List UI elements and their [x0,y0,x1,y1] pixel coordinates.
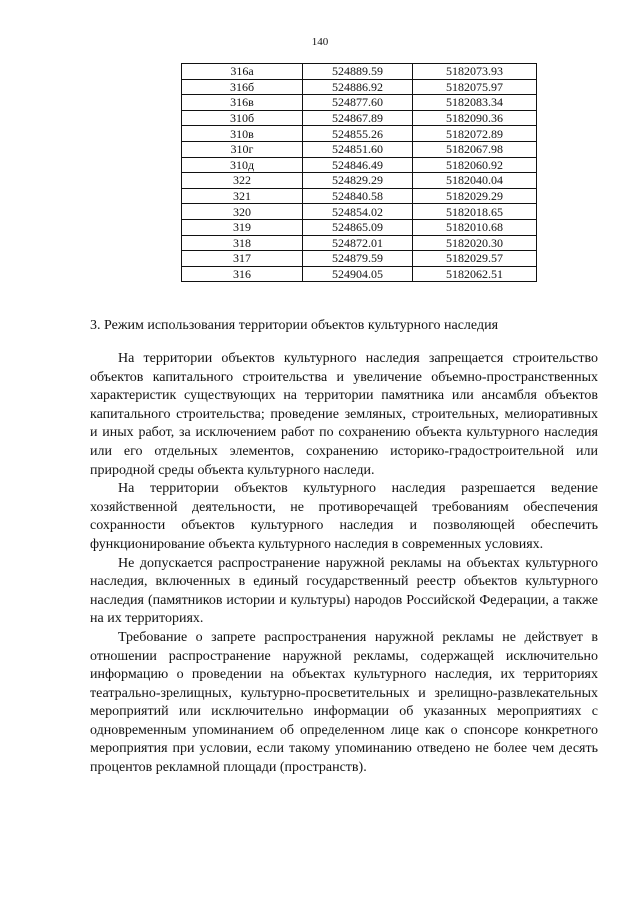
y-coordinate-cell: 5182072.89 [413,126,537,142]
paragraph-advertising-ban: Не допускается распространение наружной рекламы на объектах культурного наследия, включенных в единый государственный реестр объектов культурного наследия (памятников истории и культуры) народов Российской Федерации, а также на их территориях. [90,555,598,627]
x-coordinate-cell: 524879.59 [303,251,413,267]
paragraph-advertising-exception: Требование о запрете распространения наружной рекламы не действует в отношении распространение наружной рекламы, содержащей исключительно информацию о проведении на объектах культурного наследия, их территориях театрально-зрелищных, культурно-просветительных и зрелищно-развлекательных мероприятий или исключительно информации об указанных мероприятиях с одновременным упоминанием об определенном лице как о спонсоре конкретного мероприятия при условии, если такому упоминанию отведено не более чем десять процентов рекламной площади (пространств). [90,629,598,776]
point-number-cell: 321 [182,188,303,204]
point-number-cell: 319 [182,219,303,235]
x-coordinate-cell: 524886.92 [303,79,413,95]
x-coordinate-cell: 524854.02 [303,204,413,220]
point-number-cell: 316в [182,95,303,111]
table-row [182,173,537,189]
paragraph-prohibitions: На территории объектов культурного наследия запрещается строительство объектов капитального строительства и увеличение объемно-пространственных характеристик существующих на территории памятника или ансамбля объектов капитального строительства; проведение земляных, строительных, мелиоративных и иных работ, за исключением работ по сохранению объекта культурного наследия или его отдельных элементов, сохранению историко-градостроительной или природной среды объекта культурного наследи. [90,351,598,478]
table-row [182,95,537,111]
point-number-cell: 310г [182,141,303,157]
table-row [182,110,537,126]
point-number-cell: 322 [182,173,303,189]
y-coordinate-cell: 5182029.29 [413,188,537,204]
point-number-cell: 310д [182,157,303,173]
point-number-cell: 310в [182,126,303,142]
page-number: 140 [311,36,329,48]
x-coordinate-cell: 524865.09 [303,219,413,235]
table-row [182,251,537,267]
y-coordinate-cell: 5182062.51 [413,266,537,282]
table-row [182,204,537,220]
table-row [182,64,537,80]
table-row [182,235,537,251]
x-coordinate-cell: 524872.01 [303,235,413,251]
y-coordinate-cell: 5182010.68 [413,219,537,235]
y-coordinate-cell: 5182020.30 [413,235,537,251]
y-coordinate-cell: 5182060.92 [413,157,537,173]
section-body [90,350,598,778]
y-coordinate-cell: 5182073.93 [413,64,537,80]
table-row [182,126,537,142]
table-row [182,219,537,235]
paragraph-permitted-activity: На территории объектов культурного наследия разрешается ведение хозяйственной деятельности, не противоречащей требованиям обеспечения сохранности объектов культурного наследия и позволяющей обеспечить функционирование объекта культурного наследия в современных условиях. [90,481,598,552]
y-coordinate-cell: 5182029.57 [413,251,537,267]
point-number-cell: 318 [182,235,303,251]
y-coordinate-cell: 5182040.04 [413,173,537,189]
y-coordinate-cell: 5182090.36 [413,110,537,126]
point-number-cell: 316б [182,79,303,95]
y-coordinate-cell: 5182018.65 [413,204,537,220]
table-row [182,266,537,282]
x-coordinate-cell: 524840.58 [303,188,413,204]
section-heading: 3. Режим использования территории объектов культурного наследия [90,318,499,333]
x-coordinate-cell: 524829.29 [303,173,413,189]
point-number-cell: 316а [182,64,303,80]
x-coordinate-cell: 524846.49 [303,157,413,173]
x-coordinate-cell: 524904.05 [303,266,413,282]
point-number-cell: 316 [182,266,303,282]
x-coordinate-cell: 524867.89 [303,110,413,126]
y-coordinate-cell: 5182083.34 [413,95,537,111]
x-coordinate-cell: 524877.60 [303,95,413,111]
point-number-cell: 320 [182,204,303,220]
coordinates-table-body [182,64,537,282]
y-coordinate-cell: 5182075.97 [413,79,537,95]
point-number-cell: 310б [182,110,303,126]
y-coordinate-cell: 5182067.98 [413,141,537,157]
x-coordinate-cell: 524855.26 [303,126,413,142]
coordinates-table [181,63,537,282]
table-row [182,141,537,157]
table-row [182,79,537,95]
x-coordinate-cell: 524851.60 [303,141,413,157]
point-number-cell: 317 [182,251,303,267]
table-row [182,188,537,204]
x-coordinate-cell: 524889.59 [303,64,413,80]
table-row [182,157,537,173]
